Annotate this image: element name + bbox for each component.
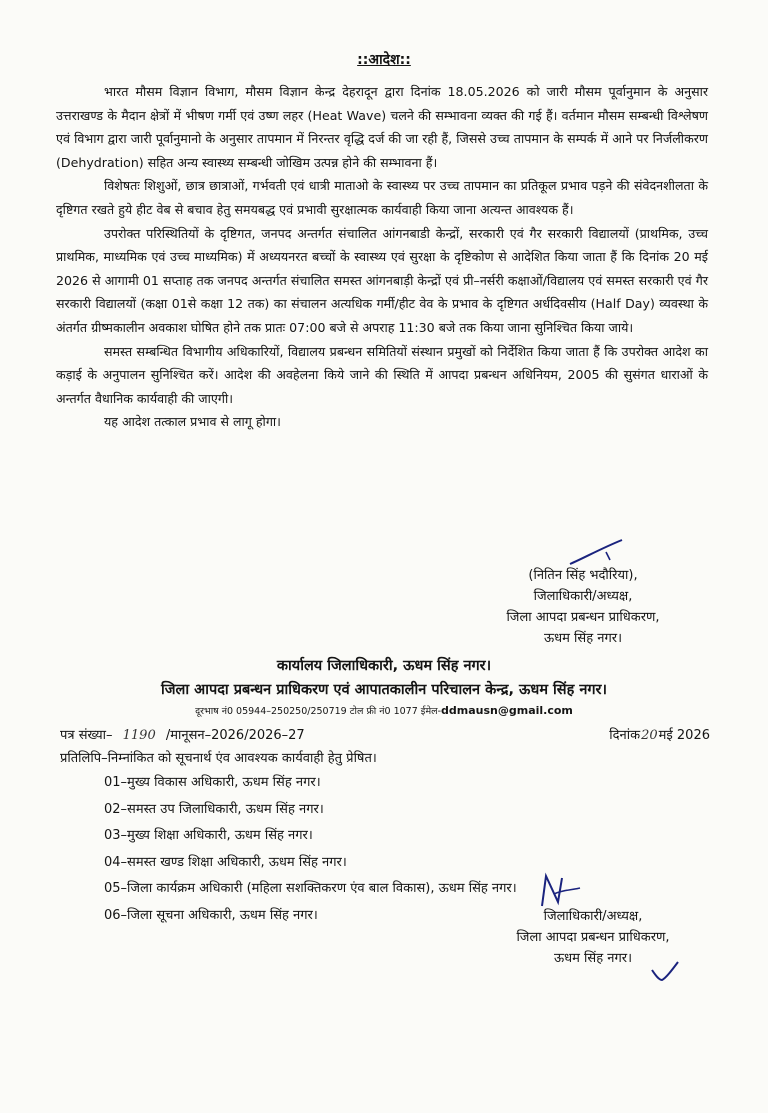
date-label: दिनांक [609, 728, 641, 743]
signatory-name: (नितिन सिंह भदौरिया), [528, 568, 638, 583]
signatory-designation: जिलाधिकारी/अध्यक्ष, [543, 909, 643, 924]
list-item: 01–मुख्य विकास अधिकारी, ऊधम सिंह नगर। [104, 775, 321, 790]
paragraph-vulnerable-groups: विशेषतः शिशुओं, छात्र छात्राओं, गर्भवती एवं धात्री माताओ के स्वास्थ्य पर उच्च तापमान का प्रतिकूल प्रभाव पड़ने की संवेदनशीलता के दृष्टिगत रखते हुये हीट वेब से बचाव हेतु समयबद्ध एवं प्रभावी सुरक्षात्मक कार्यवाही किया जाना अत्यन्त आवश्यक हैं। [56, 178, 708, 217]
paragraph-effect: यह आदेश तत्काल प्रभाव से लागू होगा। [104, 414, 281, 430]
list-item: 06–जिला सूचना अधिकारी, ऊधम सिंह नगर। [104, 907, 318, 923]
letter-date [609, 725, 710, 747]
office-letterhead [40, 654, 728, 721]
paragraph-weather-forecast: भारत मौसम विज्ञान विभाग, मौसम विज्ञान केन्द्र देहरादून द्वारा दिनांक 18.05.2026 को जारी मौसम पूर्वानुमान के अनुसार उत्तराखण्ड के मैदान क्षेत्रों में भीषण गर्मी एवं उष्ण लहर (Heat Wave) चलने की सम्भावना व्यक्त की गई हैं। वर्तमान मौसम सम्बन्धी विश्लेषण एवं विभाग द्वारा जारी पूर्वानुमानो के अनुसार तापमान में निरन्तर वृद्धि दर्ज की जा रही हैं, जिससे उच्च तापमान के सम्पर्क में आने पर निर्जलीकरण (Dehydration) सहित अन्य स्वास्थ्य सम्बन्धी जोखिम उत्पन्न होने की सम्भावना हैं। [56, 84, 708, 170]
letter-reference [60, 725, 710, 747]
contact-email: ddmausn@gmail.com [441, 704, 573, 717]
list-item: 02–समस्त उप जिलाधिकारी, ऊधम सिंह नगर। [104, 801, 324, 817]
signatory-authority: जिला आपदा प्रबन्धन प्राधिकरण, [516, 930, 670, 945]
signatory-authority: जिला आपदा प्रबन्धन प्राधिकरण, [506, 610, 660, 625]
date-day: 20 [641, 728, 658, 743]
office-contact [40, 702, 728, 721]
signatory-place: ऊधम सिंह नगर। [553, 951, 633, 966]
signatory-designation: जिलाधिकारी/अध्यक्ष, [533, 589, 633, 604]
distribution-list [104, 770, 517, 929]
paragraph-compliance: समस्त सम्बन्धित विभागीय अधिकारियों, विद्यालय प्रबन्धन समितियों संस्थान प्रमुखों को निर्देशित किया जाता हैं कि उपरोक्त आदेश का कड़ाई के अनुपालन सुनिश्चित करें। आदेश की अवहेलना किये जाने की स्थिति में आपदा प्रबन्धन अधिनियम, 2005 की सुसंगत धाराओं के अन्तर्गत वैधानिक कार्यवाही की जाएगी। [56, 343, 708, 406]
distribution-intro: प्रतिलिपि–निम्नांकित को सूचनार्थ एंव आवश्यक कार्यवाही हेतु प्रेषित। [60, 751, 377, 766]
contact-numbers: दूरभाष नं0 05944–250250/250719 टोल फ्री नं0 1077 ईमेल- [195, 706, 442, 717]
order-heading: ::आदेश:: [357, 52, 411, 68]
date-suffix: मई 2026 [658, 728, 710, 743]
signature-block [468, 565, 698, 649]
order-body [56, 80, 708, 434]
paragraph-school-timings: उपरोक्त परिस्थितियों के दृष्टिगत, जनपद अन्तर्गत संचालित आंगनबाडी केन्द्रों, सरकारी एवं गैर सरकारी विद्यालयों (प्राथमिक, उच्च प्राथमिक, माध्यमिक एवं उच्च माध्यमिक) में अध्ययनरत बच्चों के स्वास्थ्य एवं सुरक्षा के दृष्टिकोण से आदेशित किया जाता हैं कि दिनांक 20 मई 2026 से आगामी 01 सप्ताह तक जनपद अन्तर्गत संचालित समस्त आंगनबाड़ी केन्द्रों एवं प्री–नर्सरी कक्षाओं/विद्यालय एवं समस्त सरकारी एवं गैर सरकारी विद्यालयों (कक्षा 01से कक्षा 12 तक) का संचालन अत्यधिक गर्मी/हीट वेव के प्रभाव के दृष्टिगत अर्धदिवसीय (Half Day) व्यवस्था के अंतर्गत ग्रीष्मकालीन अवकाश घोषित होने तक प्रातः 07:00 बजे से अपराह 11:30 बजे तक किया जाना सुनिश्चित किया जाये। [56, 225, 708, 335]
initials-mark [536, 872, 582, 910]
list-item: 03–मुख्य शिक्षा अधिकारी, ऊधम सिंह नगर। [104, 828, 313, 843]
reference-number: 1190 [122, 728, 156, 743]
reference-suffix: /मानूसन–2026/2026–27 [165, 728, 305, 743]
list-item: 05–जिला कार्यक्रम अधिकारी (महिला सशक्तिकरण एंव बाल विकास), ऊधम सिंह नगर। [104, 881, 517, 896]
office-authority: जिला आपदा प्रबन्धन प्राधिकरण एवं आपातकालीन परिचालन केन्द्र, ऊधम सिंह नगर। [161, 682, 607, 698]
signature-mark [566, 538, 626, 568]
tick-mark [650, 960, 680, 982]
reference-label: पत्र संख्या– [60, 728, 113, 743]
list-item: 04–समस्त खण्ड शिक्षा अधिकारी, ऊधम सिंह नगर। [104, 854, 347, 870]
office-name: कार्यालय जिलाधिकारी, ऊधम सिंह नगर। [276, 658, 492, 674]
signatory-place: ऊधम सिंह नगर। [543, 631, 623, 646]
